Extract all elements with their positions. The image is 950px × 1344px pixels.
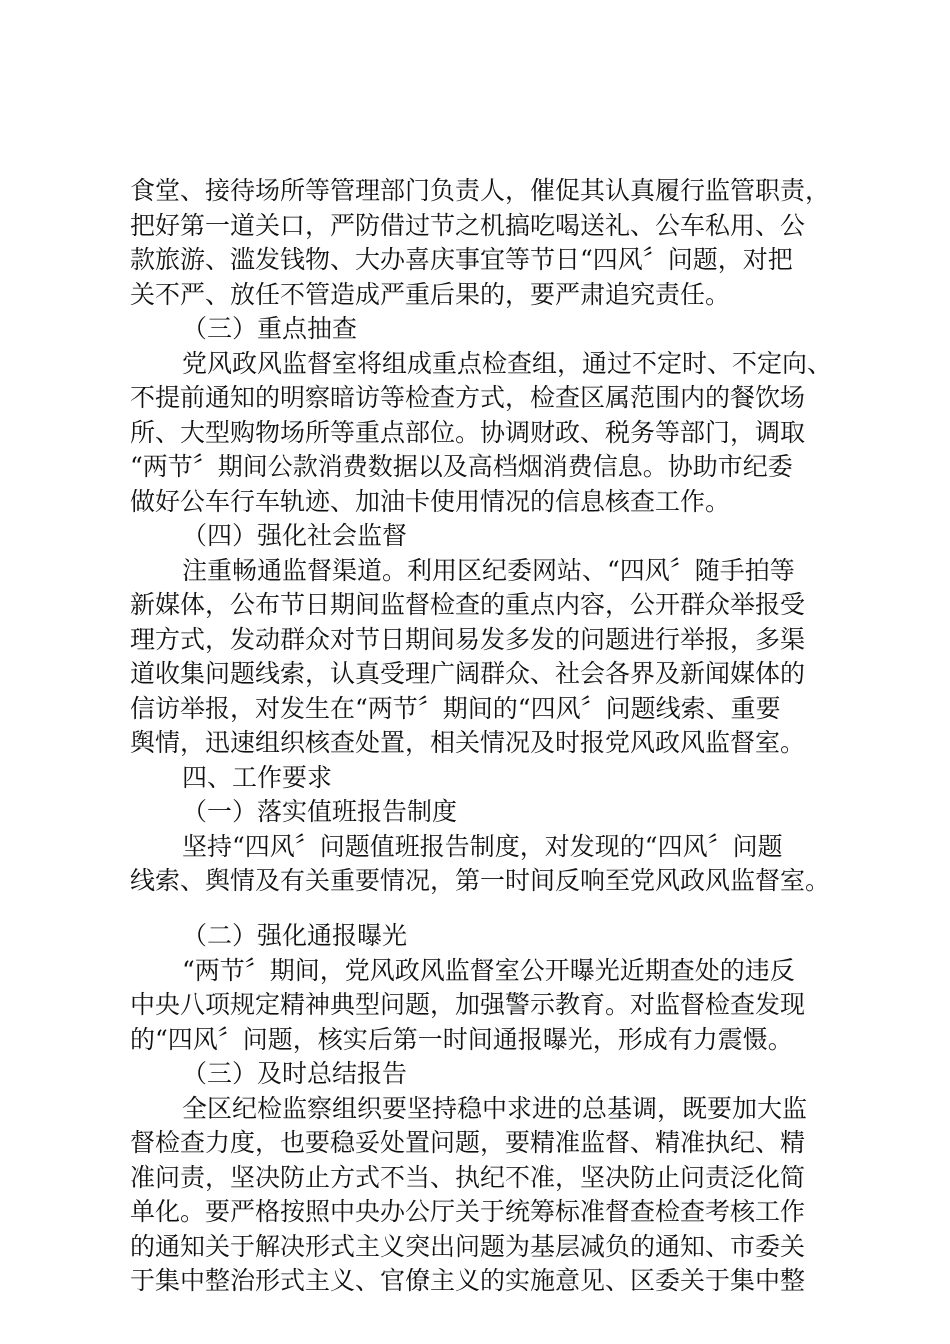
text-line: 不提前通知的明察暗访等检查方式，检查区属范围内的餐饮场 xyxy=(130,383,806,412)
section-heading: （四）强化社会监督 xyxy=(182,521,408,550)
text-line: 把好第一道关口，严防借过节之机搞吃喝送礼、公车私用、公 xyxy=(130,210,806,240)
text-line: 中央八项规定精神典型问题，加强警示教育。对监督检查发现 xyxy=(130,990,806,1019)
text-line: 关不严、放任不管造成严重后果的，要严肃追究责任。 xyxy=(130,279,731,309)
text-line: “两节〞期间，党风政风监督室公开曝光近期查处的违反 xyxy=(182,955,795,985)
section-heading: （三）及时总结报告 xyxy=(182,1059,408,1088)
text-line: 做好公车行车轨迹、加油卡使用情况的信息核查工作。 xyxy=(130,486,731,516)
section-heading: （三）重点抽查 xyxy=(182,314,358,343)
text-line: 的通知关于解决形式主义突出问题为基层减负的通知、市委关 xyxy=(130,1231,806,1261)
text-line: 督检查力度，也要稳妥处置问题，要精准监督、精准执纪、精 xyxy=(130,1128,806,1157)
text-line: “两节〞期间公款消费数据以及高档烟消费信息。协助市纪委 xyxy=(130,452,793,481)
section-heading: （一）落实值班报告制度 xyxy=(182,797,458,826)
section-heading: （二）强化通报曝光 xyxy=(182,921,408,950)
text-line: 于集中整治形式主义、官僚主义的实施意见、区委关于集中整 xyxy=(130,1266,806,1295)
text-line: 道收集问题线索，认真受理广阔群众、社会各界及新闻媒体的 xyxy=(130,659,806,688)
text-line: 的“四风〞问题，核实后第一时间通报曝光，形成有力震慑。 xyxy=(130,1024,793,1054)
text-line: 食堂、接待场所等管理部门负责人，催促其认真履行监管职责， xyxy=(130,176,831,205)
text-line: 理方式，发动群众对节日期间易发多发的问题进行举报，多渠 xyxy=(130,624,806,654)
text-line: 信访举报，对发生在“两节〞期间的“四风〞问题线索、重要 xyxy=(130,693,781,723)
text-line: 全区纪检监察组织要坚持稳中求进的总基调，既要加大监 xyxy=(182,1093,808,1123)
text-line: 线索、舆情及有关重要情况，第一时间反响至党风政风监督室。 xyxy=(130,866,831,895)
text-line: 准问责，坚决防止方式不当、执纪不准，坚决防止问责泛化简 xyxy=(130,1162,806,1192)
text-line: 单化。要严格按照中央办公厅关于统筹标准督查检查考核工作 xyxy=(130,1197,806,1226)
text-line: 款旅游、滥发钱物、大办喜庆事宜等节日“四风〞问题，对把 xyxy=(130,245,793,274)
text-line: 舆情，迅速组织核查处置，相关情况及时报党风政风监督室。 xyxy=(130,728,806,757)
text-line: 注重畅通监督渠道。利用区纪委网站、“四风〞随手拍等 xyxy=(182,555,795,585)
text-line: 党风政风监督室将组成重点检查组，通过不定时、不定向、 xyxy=(182,348,833,378)
text-line: 新媒体，公布节日期间监督检查的重点内容，公开群众举报受 xyxy=(130,590,806,619)
section-heading: 四、工作要求 xyxy=(182,762,333,792)
text-line: 坚持“四风〞问题值班报告制度，对发现的“四风〞问题 xyxy=(182,831,783,861)
text-line: 所、大型购物场所等重点部位。协调财政、税务等部门，调取 xyxy=(130,417,806,447)
